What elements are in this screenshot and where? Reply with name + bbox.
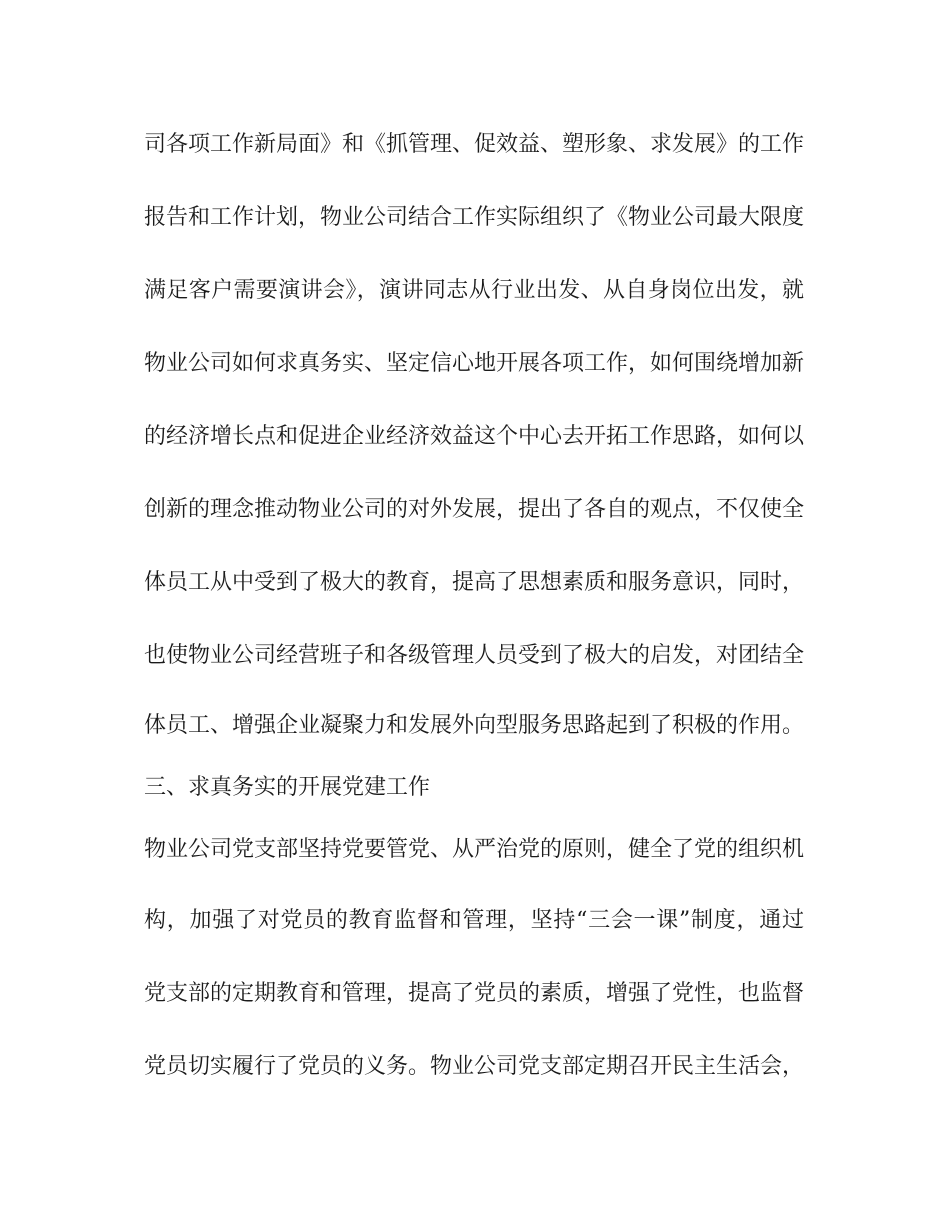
body-text-line: 体员工从中受到了极大的教育，提高了思想素质和服务意识，同时， xyxy=(144,570,805,595)
section-heading: 三、求真务实的开展党建工作 xyxy=(144,775,431,800)
body-text-line: 构，加强了对党员的教育监督和管理，坚持“三会一课”制度，通过 xyxy=(144,908,804,933)
body-text-line: 党支部的定期教育和管理，提高了党员的素质，增强了党性，也监督 xyxy=(144,981,805,1006)
body-text-line: 也使物业公司经营班子和各级管理人员受到了极大的启发，对团结全 xyxy=(144,643,805,668)
body-text-line: 物业公司党支部坚持党要管党、从严治党的原则，健全了党的组织机 xyxy=(144,837,805,862)
body-text-line: 党员切实履行了党员的义务。物业公司党支部定期召开民主生活会， xyxy=(144,1054,805,1079)
body-text-line: 报告和工作计划，物业公司结合工作实际组织了《物业公司最大限度 xyxy=(144,205,805,230)
body-text-line: 体员工、增强企业凝聚力和发展外向型服务思路起到了积极的作用。 xyxy=(144,713,805,738)
body-text-line: 司各项工作新局面》和《抓管理、促效益、塑形象、求发展》的工作 xyxy=(144,132,805,157)
body-text-line: 的经济增长点和促进企业经济效益这个中心去开拓工作思路，如何以 xyxy=(144,424,805,449)
body-text-line: 物业公司如何求真务实、坚定信心地开展各项工作，如何围绕增加新 xyxy=(144,351,805,376)
body-text-line: 创新的理念推动物业公司的对外发展，提出了各自的观点，不仅使全 xyxy=(144,497,805,522)
body-text-line: 满足客户需要演讲会》，演讲同志从行业出发、从自身岗位出发，就 xyxy=(144,278,804,303)
